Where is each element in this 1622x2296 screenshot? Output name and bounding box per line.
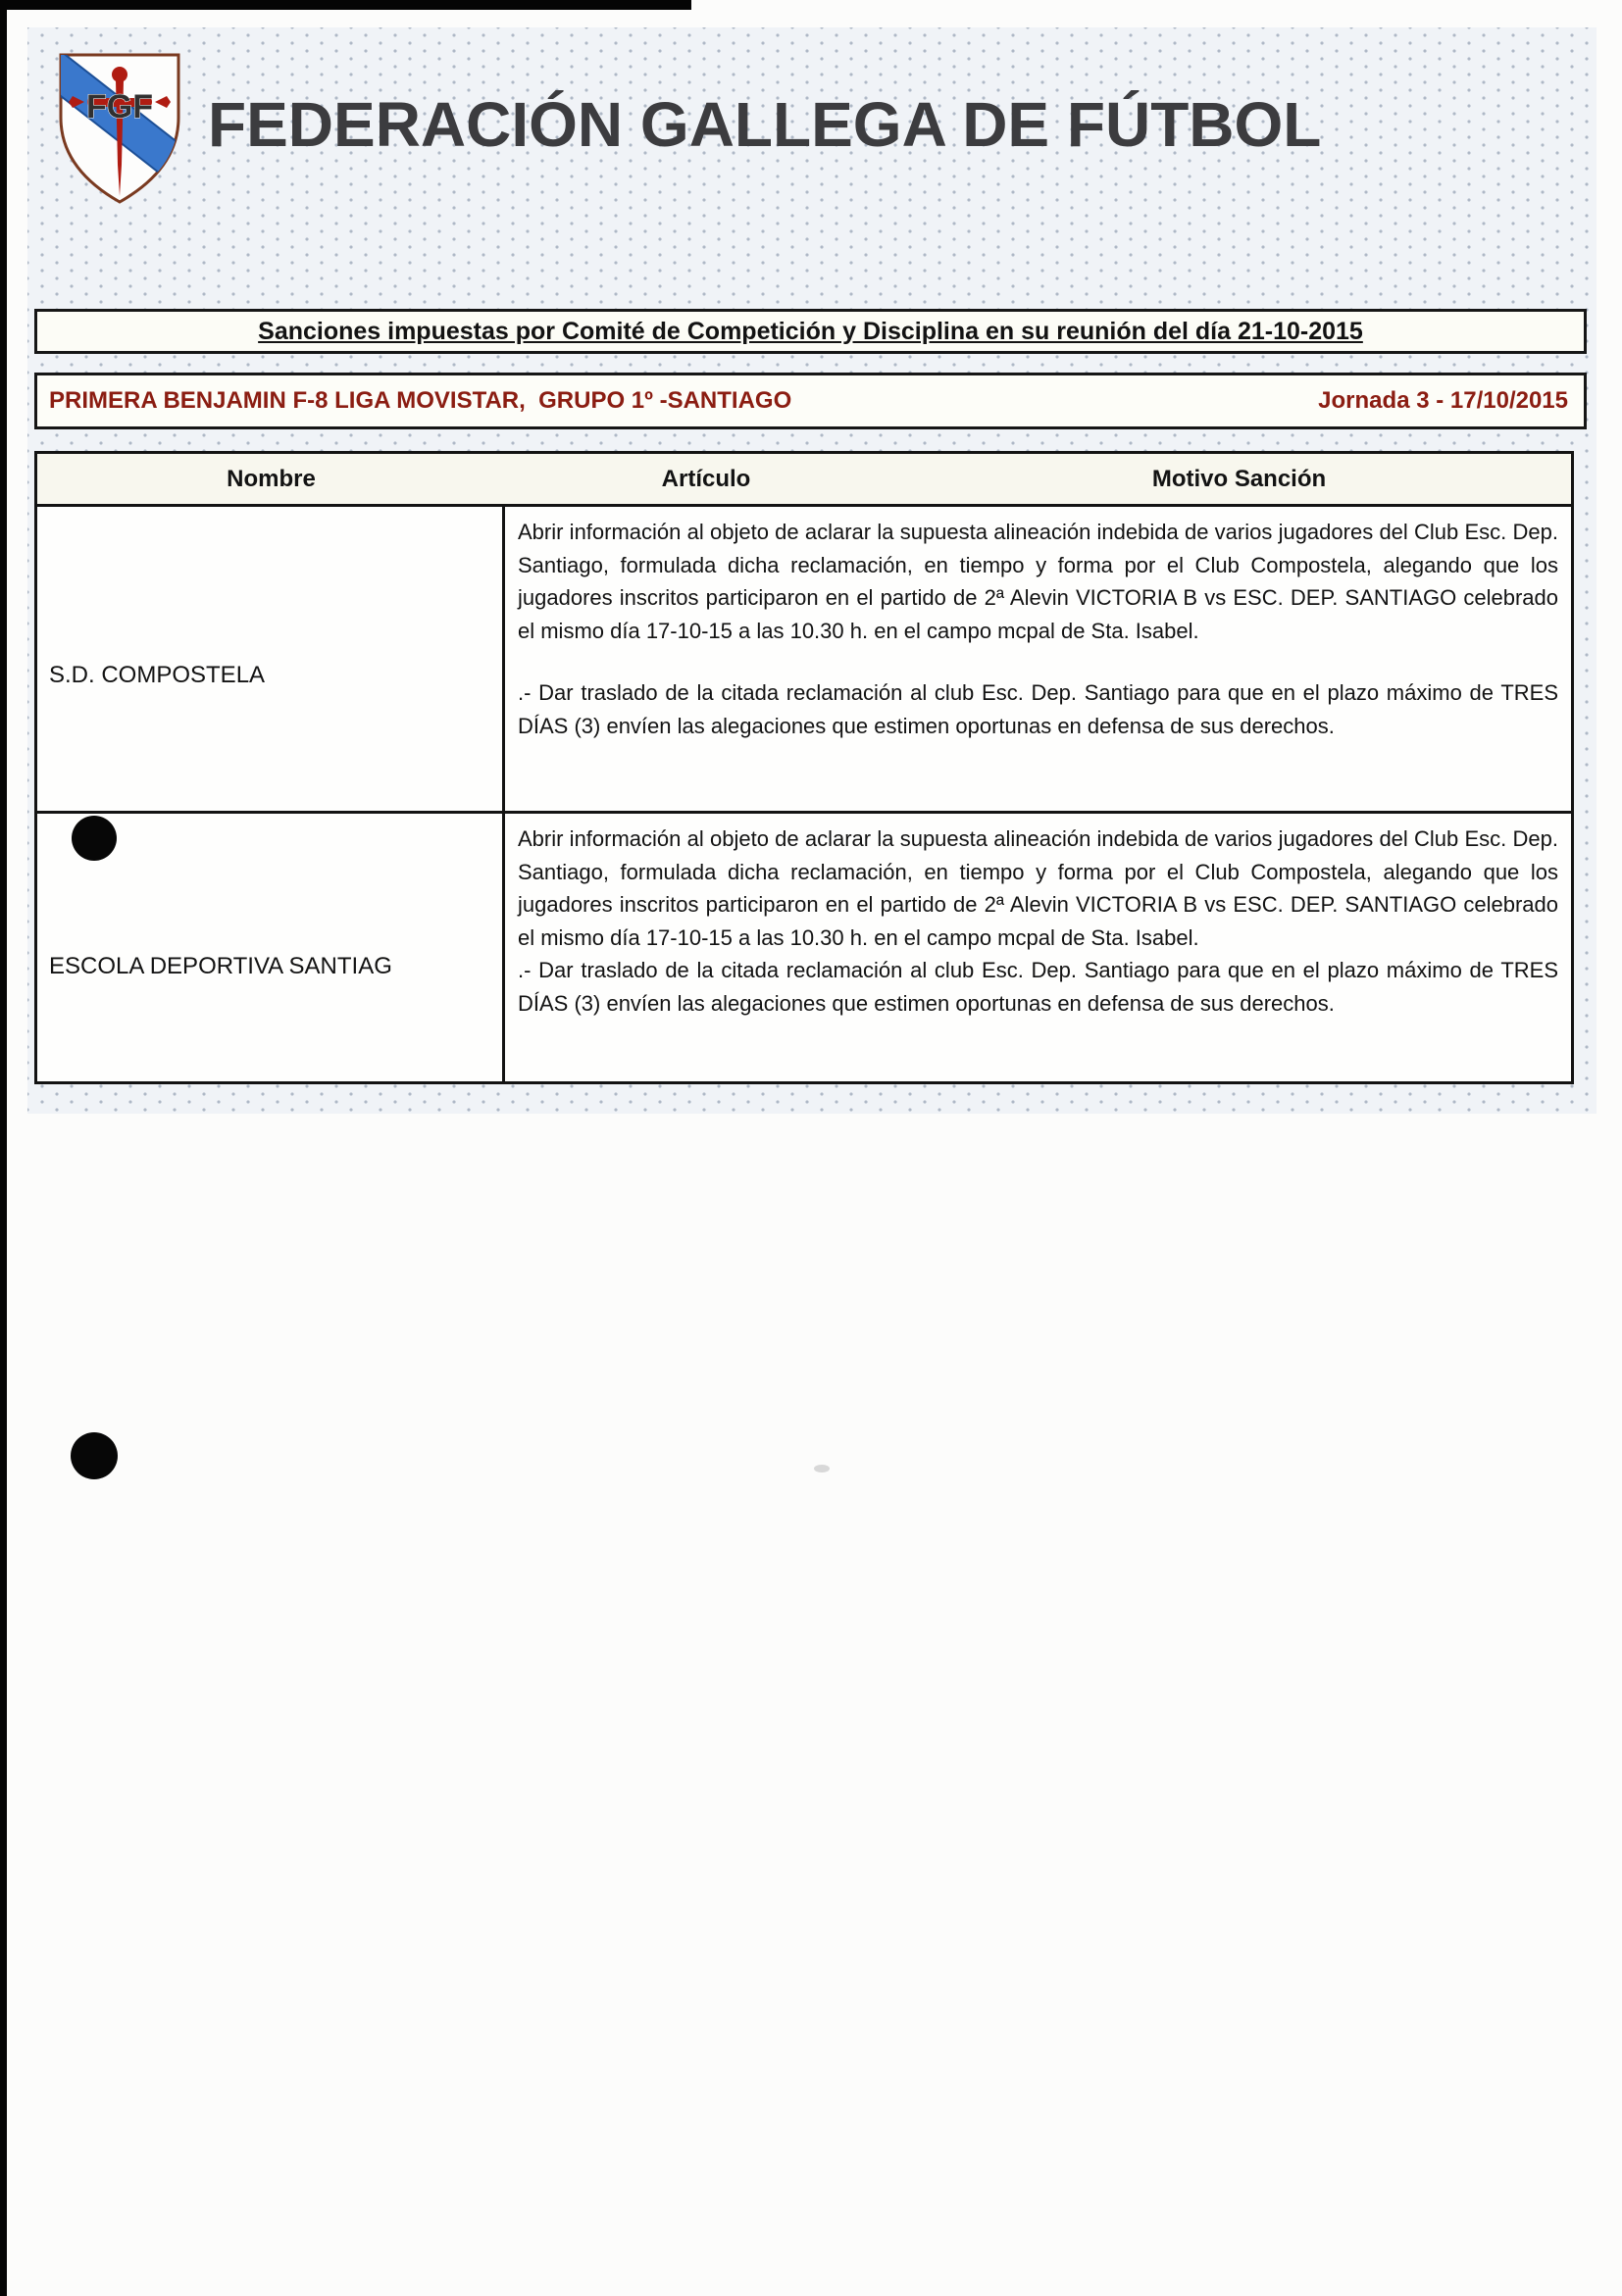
sanction-paragraph: Abrir información al objeto de aclarar la supuesta alineación indebida de varios jugadores del Club Esc. Dep. Santiago, formulada dicha reclamación, en tiempo y forma por el Club Compostela, alegando que los jugadores inscritos participaron en el partido de 2ª Alevin VICTORIA B vs ESC. DEP. SANTIAGO celebrado el mismo día 17-10-15 a las 10.30 h. en el campo mcpal de Sta. Isabel. <box>518 520 1558 643</box>
sanction-paragraph: Abrir información al objeto de aclarar la supuesta alineación indebida de varios jugadores del Club Esc. Dep. Santiago, formulada dicha reclamación, en tiempo y forma por el Club Compostela, alegando que los jugadores inscritos participaron en el partido de 2ª Alevin VICTORIA B vs ESC. DEP. SANTIAGO celebrado el mismo día 17-10-15 a las 10.30 h. en el campo mcpal de Sta. Isabel. <box>518 826 1558 950</box>
column-header-articulo: Artículo <box>661 465 751 492</box>
sanction-text-cell <box>505 814 1571 1081</box>
column-header-nombre: Nombre <box>227 465 316 492</box>
table-header-row <box>37 454 1571 507</box>
sanction-paragraph: .- Dar traslado de la citada reclamación al club Esc. Dep. Santiago para que en el plazo máximo de TRES DÍAS (3) envíen las alegaciones que estimen oportunas en defensa de sus derechos. <box>518 680 1558 738</box>
federation-title: FEDERACIÓN GALLEGA DE FÚTBOL <box>208 89 1322 160</box>
fgf-federation-logo <box>51 47 188 210</box>
table-row <box>37 814 1571 1081</box>
logo-monogram: FGF <box>86 88 153 125</box>
sanction-paragraph: .- Dar traslado de la citada reclamación al club Esc. Dep. Santiago para que en el plazo máximo de TRES DÍAS (3) envíen las alegaciones que estimen oportunas en defensa de sus derechos. <box>518 958 1558 1016</box>
scan-smudge-mark <box>814 1465 830 1472</box>
sanction-text-cell <box>505 507 1571 811</box>
sanctions-table <box>34 451 1574 1084</box>
competition-name: PRIMERA BENJAMIN F-8 LIGA MOVISTAR, GRUPO 1º -SANTIAGO <box>49 387 792 414</box>
scan-artifact-left-edge <box>0 0 7 2296</box>
scan-artifact-top-edge <box>0 0 691 10</box>
column-header-motivo-sancion: Motivo Sanción <box>1151 465 1327 492</box>
table-row <box>37 507 1571 814</box>
sanctions-title-bar <box>34 309 1587 354</box>
punch-hole-mark <box>71 1432 118 1479</box>
club-name-cell: S.D. COMPOSTELA <box>37 507 505 811</box>
matchday-date: Jornada 3 - 17/10/2015 <box>1318 387 1568 414</box>
competition-bar <box>34 373 1587 429</box>
punch-hole-mark <box>72 816 117 861</box>
club-name-cell: ESCOLA DEPORTIVA SANTIAG <box>37 814 505 1081</box>
sanctions-title-text: Sanciones impuestas por Comité de Competición y Disciplina en su reunión del día 21-10-2015 <box>258 317 1363 345</box>
